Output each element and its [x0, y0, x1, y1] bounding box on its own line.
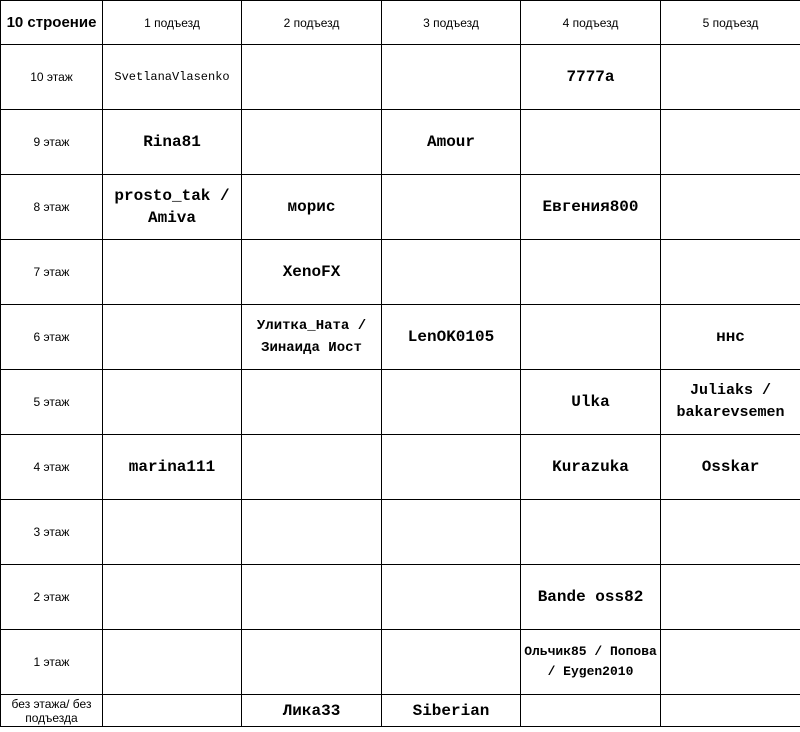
resident-cell [242, 630, 382, 695]
resident-cell [521, 110, 661, 175]
floor-label: 1 этаж [1, 630, 103, 695]
resident-cell [382, 565, 521, 630]
table-row [1, 630, 800, 695]
resident-cell [242, 565, 382, 630]
resident-cell: Евгения800 [521, 175, 661, 240]
resident-cell [103, 630, 242, 695]
resident-cell: SvetlanaVlasenko [103, 45, 242, 110]
resident-cell [661, 175, 800, 240]
resident-cell [382, 370, 521, 435]
resident-cell: Osskar [661, 435, 800, 500]
resident-cell [103, 370, 242, 435]
resident-cell [382, 175, 521, 240]
table-row [1, 370, 800, 435]
table-row [1, 565, 800, 630]
resident-cell [661, 565, 800, 630]
table-row [1, 435, 800, 500]
table-title: 10 строение [1, 1, 103, 45]
floor-label: 2 этаж [1, 565, 103, 630]
resident-cell [521, 500, 661, 565]
table-row [1, 305, 800, 370]
resident-cell: 7777a [521, 45, 661, 110]
resident-cell [661, 45, 800, 110]
floor-label: 4 этаж [1, 435, 103, 500]
floor-label: 8 этаж [1, 175, 103, 240]
resident-cell [382, 45, 521, 110]
resident-cell [103, 565, 242, 630]
floor-label: 6 этаж [1, 305, 103, 370]
resident-cell: Siberian [382, 695, 521, 727]
resident-cell [382, 630, 521, 695]
table-row [1, 500, 800, 565]
resident-cell [661, 695, 800, 727]
resident-cell: LenOK0105 [382, 305, 521, 370]
resident-cell [103, 500, 242, 565]
resident-cell: Лика33 [242, 695, 382, 727]
floor-label: 3 этаж [1, 500, 103, 565]
floor-label: 7 этаж [1, 240, 103, 305]
resident-cell [521, 240, 661, 305]
resident-cell [242, 110, 382, 175]
entrance-header-5: 5 подъезд [661, 1, 800, 45]
resident-cell [382, 435, 521, 500]
entrance-header-2: 2 подъезд [242, 1, 382, 45]
resident-cell: XenoFX [242, 240, 382, 305]
table-row [1, 110, 800, 175]
header-row [1, 1, 800, 45]
floor-label: 5 этаж [1, 370, 103, 435]
resident-cell [103, 695, 242, 727]
resident-cell: Rina81 [103, 110, 242, 175]
resident-cell: prosto_tak / Amiva [103, 175, 242, 240]
resident-cell: морис [242, 175, 382, 240]
resident-cell: Amour [382, 110, 521, 175]
resident-cell [382, 240, 521, 305]
resident-cell: Bande oss82 [521, 565, 661, 630]
resident-cell [382, 500, 521, 565]
resident-cell: Улитка_Ната / Зинаида Иост [242, 305, 382, 370]
floor-label: 10 этаж [1, 45, 103, 110]
resident-cell: marina111 [103, 435, 242, 500]
resident-cell [521, 305, 661, 370]
resident-cell [242, 435, 382, 500]
resident-cell: Ulka [521, 370, 661, 435]
resident-cell [661, 630, 800, 695]
table-row [1, 175, 800, 240]
resident-cell: Ольчик85 / Попова / Eygen2010 [521, 630, 661, 695]
resident-cell [661, 110, 800, 175]
table-row [1, 695, 800, 727]
resident-cell [242, 370, 382, 435]
resident-cell: Kurazuka [521, 435, 661, 500]
entrance-header-4: 4 подъезд [521, 1, 661, 45]
table-row [1, 45, 800, 110]
resident-cell: Juliaks / bakarevsemen [661, 370, 800, 435]
resident-cell [661, 240, 800, 305]
resident-cell [521, 695, 661, 727]
floor-label: 9 этаж [1, 110, 103, 175]
resident-cell [103, 305, 242, 370]
floor-label: без этажа/ без подъезда [1, 695, 103, 727]
table-row [1, 240, 800, 305]
resident-cell [103, 240, 242, 305]
entrance-header-1: 1 подъезд [103, 1, 242, 45]
entrance-header-3: 3 подъезд [382, 1, 521, 45]
resident-cell [661, 500, 800, 565]
resident-cell: ннс [661, 305, 800, 370]
resident-cell [242, 45, 382, 110]
resident-cell [242, 500, 382, 565]
